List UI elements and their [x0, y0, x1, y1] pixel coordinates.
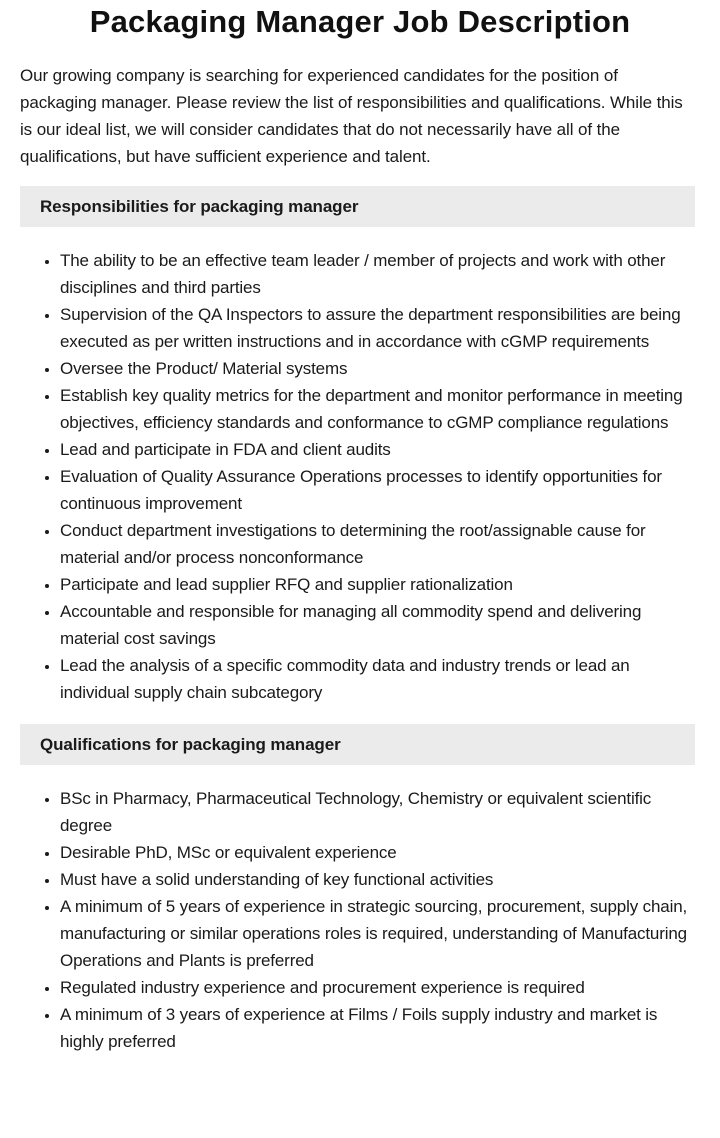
list-item: • Supervision of the QA Inspectors to assure the department responsibilities are being executed as per written instructions and in accordance with cGMP requirements: [60, 301, 700, 355]
list-item: • Evaluation of Quality Assurance Operations processes to identify opportunities for continuous improvement: [60, 463, 700, 517]
list-item: • Desirable PhD, MSc or equivalent experience: [60, 839, 700, 866]
qualifications-list: [0, 785, 700, 1055]
list-item: • Must have a solid understanding of key functional activities: [60, 866, 700, 893]
responsibilities-list: [0, 247, 700, 706]
intro-paragraph: Our growing company is searching for experienced candidates for the position of packaging manager. Please review the list of responsibilities and qualifications. While this is our ideal list, we will consider candidates that do not necessarily have all of the qualifications, but have sufficient experience and talent.: [20, 66, 683, 166]
list-item: • Participate and lead supplier RFQ and supplier rationalization: [60, 571, 700, 598]
responsibilities-heading: [20, 186, 695, 227]
list-item: • Oversee the Product/ Material systems: [60, 355, 700, 382]
list-item: • BSc in Pharmacy, Pharmaceutical Technology, Chemistry or equivalent scientific degree: [60, 785, 700, 839]
list-item: • Lead the analysis of a specific commodity data and industry trends or lead an individual supply chain subcategory: [60, 652, 700, 706]
list-item: • Conduct department investigations to determining the root/assignable cause for material and/or process nonconformance: [60, 517, 700, 571]
list-item: • Accountable and responsible for managing all commodity spend and delivering material cost savings: [60, 598, 700, 652]
list-item: • Establish key quality metrics for the department and monitor performance in meeting objectives, efficiency standards and conformance to cGMP compliance regulations: [60, 382, 700, 436]
list-item: • Lead and participate in FDA and client audits: [60, 436, 700, 463]
list-item: • A minimum of 3 years of experience at Films / Foils supply industry and market is highly preferred: [60, 1001, 700, 1055]
list-item: • Regulated industry experience and procurement experience is required: [60, 974, 700, 1001]
list-item: • The ability to be an effective team leader / member of projects and work with other disciplines and third parties: [60, 247, 700, 301]
page-title: Packaging Manager Job Description: [89, 4, 631, 39]
responsibilities-heading-label: Responsibilities for packaging manager: [40, 196, 359, 216]
list-item: • A minimum of 5 years of experience in strategic sourcing, procurement, supply chain, manufacturing or similar operations roles is required, understanding of Manufacturing Operations and Plants is preferred: [60, 893, 700, 974]
qualifications-heading: [20, 724, 695, 765]
qualifications-heading-label: Qualifications for packaging manager: [40, 734, 341, 754]
